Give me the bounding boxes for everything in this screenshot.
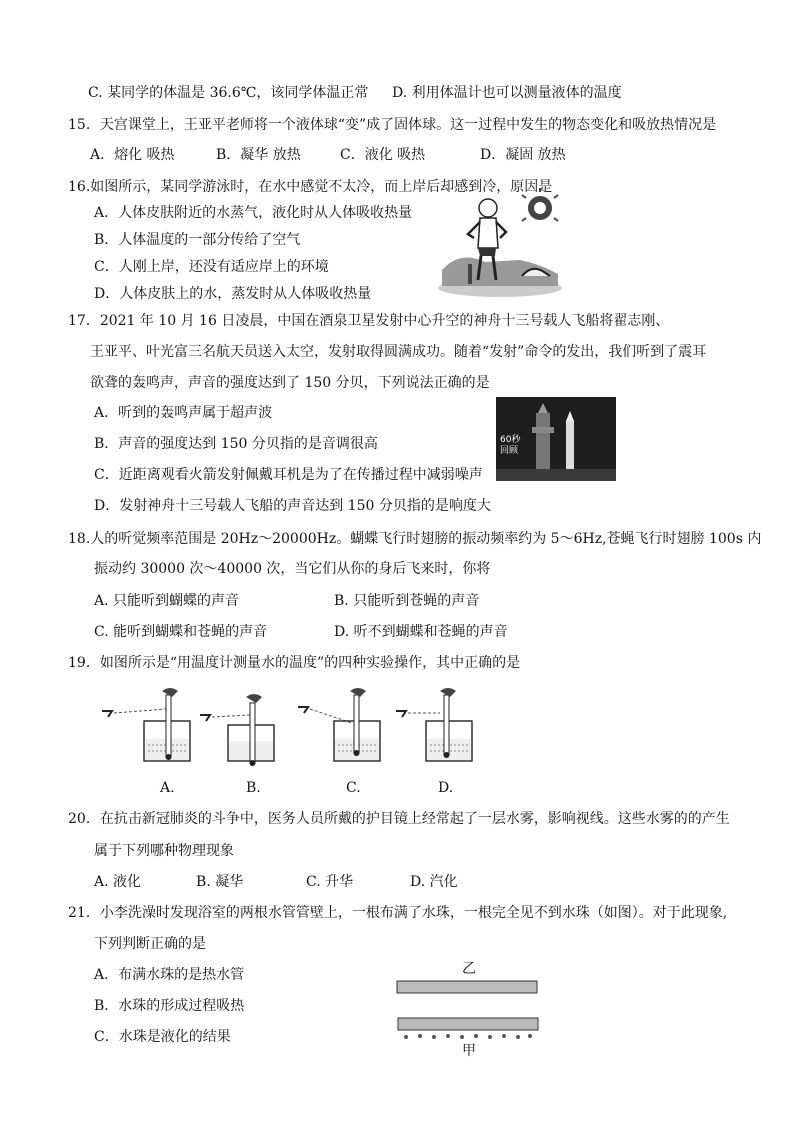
pipe-label-yi: 乙 (462, 961, 476, 977)
q20-option-a: A. 液化 (94, 874, 142, 890)
thermometer-diagram (100, 685, 490, 775)
q18-option-c: C. 能听到蝴蝶和苍蝇的声音 (94, 624, 268, 640)
q14-option-c: C. 某同学的体温是 36.6℃，该同学体温正常 (88, 85, 369, 101)
q18-stem-line1: 18.人的听觉频率范围是 20Hz～20000Hz。蝴蝶飞行时翅膀的振动频率约为 5～6Hz,苍蝇飞行时翅膀 100s 内 (68, 531, 762, 547)
q16-option-a: A．人体皮肤附近的水蒸气，液化时从人体吸收热量 (94, 205, 413, 221)
q17-option-d: D．发射神舟十三号载人飞船的声音达到 150 分贝指的是响度大 (94, 498, 491, 514)
q21-option-c: C．水珠是液化的结果 (94, 1029, 231, 1045)
swimmer-illustration (440, 190, 570, 300)
q17-stem-line1: 17．2021 年 10 月 16 日凌晨，中国在酒泉卫星发射中心升空的神舟十三号载人飞船将翟志刚、 (68, 313, 670, 329)
q20-option-c: C. 升华 (306, 874, 354, 890)
q21-option-a: A．布满水珠的是热水管 (94, 967, 245, 983)
q20-stem-line2: 属于下列哪种物理现象 (94, 843, 234, 859)
q20-option-d: D. 汽化 (410, 874, 458, 890)
q20-option-b: B. 凝华 (196, 874, 244, 890)
diagram-a (102, 688, 190, 761)
q15-option-c: C．液化 吸热 (340, 147, 426, 163)
q17-stem-line2: 王亚平、叶光富三名航天员送入太空，发射取得圆满成功。随着“发射”命令的发出，我们听到了震耳 (90, 344, 707, 360)
q19-label-d: D. (438, 780, 454, 796)
q14-option-d: D. 利用体温计也可以测量液体的温度 (392, 85, 622, 101)
diagram-b (200, 694, 274, 766)
q17-stem-line3: 欲聋的轰鸣声，声音的强度达到了 150 分贝，下列说法正确的是 (90, 375, 490, 391)
q15-option-b: B．凝华 放热 (216, 147, 301, 163)
q20-stem-line1: 20．在抗击新冠肺炎的斗争中，医务人员所戴的护目镜上经常起了一层水雾，影响视线。这些水雾的的产生 (68, 811, 730, 827)
q21-option-b: B．水珠的形成过程吸热 (94, 998, 245, 1014)
q21-stem-line2: 下列判断正确的是 (94, 936, 206, 952)
pipe-label-jia: 甲 (462, 1043, 476, 1059)
photo-caption-review: 回顾 (500, 446, 519, 456)
q17-option-a: A．听到的轰鸣声属于超声波 (94, 405, 273, 421)
q19-label-c: C. (346, 780, 361, 796)
q19-label-a: A. (160, 780, 175, 796)
rocket-launch-photo (496, 397, 616, 481)
q17-option-b: B．声音的强度达到 150 分贝指的是音调很高 (94, 436, 378, 452)
q16-option-d: D．人体皮肤上的水，蒸发时从人体吸收热量 (94, 286, 372, 302)
q16-option-c: C．人刚上岸，还没有适应岸上的环境 (94, 259, 329, 275)
water-pipes-diagram (396, 980, 542, 1046)
q19-stem: 19．如图所示是“用温度计测量水的温度”的四种实验操作，其中正确的是 (68, 655, 521, 671)
q21-stem-line1: 21．小李洗澡时发现浴室的两根水管管壁上，一根布满了水珠，一根完全见不到水珠（如图）。对于此现象, (68, 905, 728, 921)
q16-option-b: B．人体温度的一部分传给了空气 (94, 232, 301, 248)
q15-stem: 15．天宫课堂上，王亚平老师将一个液体球“变”成了固体球。这一过程中发生的物态变化和吸放热情况是 (68, 117, 717, 133)
q18-option-d: D. 听不到蝴蝶和苍蝇的声音 (334, 624, 508, 640)
q19-label-b: B. (246, 780, 261, 796)
q17-option-c: C．近距离观看火箭发射佩戴耳机是为了在传播过程中减弱噪声 (94, 467, 483, 483)
diagram-c (298, 688, 380, 761)
q18-option-b: B. 只能听到苍蝇的声音 (334, 593, 480, 609)
q18-stem-line2: 振动约 30000 次～40000 次，当它们从你的身后飞来时，你将 (94, 561, 491, 577)
diagram-d (396, 688, 472, 761)
q18-option-a: A. 只能听到蝴蝶的声音 (94, 593, 240, 609)
photo-caption-60s: 60秒 (500, 435, 521, 445)
q15-option-d: D．凝固 放热 (480, 147, 566, 163)
q15-option-a: A．熔化 吸热 (90, 147, 175, 163)
q16-stem: 16.如图所示，某同学游泳时，在水中感觉不太冷，而上岸后却感到冷，原因是 (68, 179, 553, 195)
